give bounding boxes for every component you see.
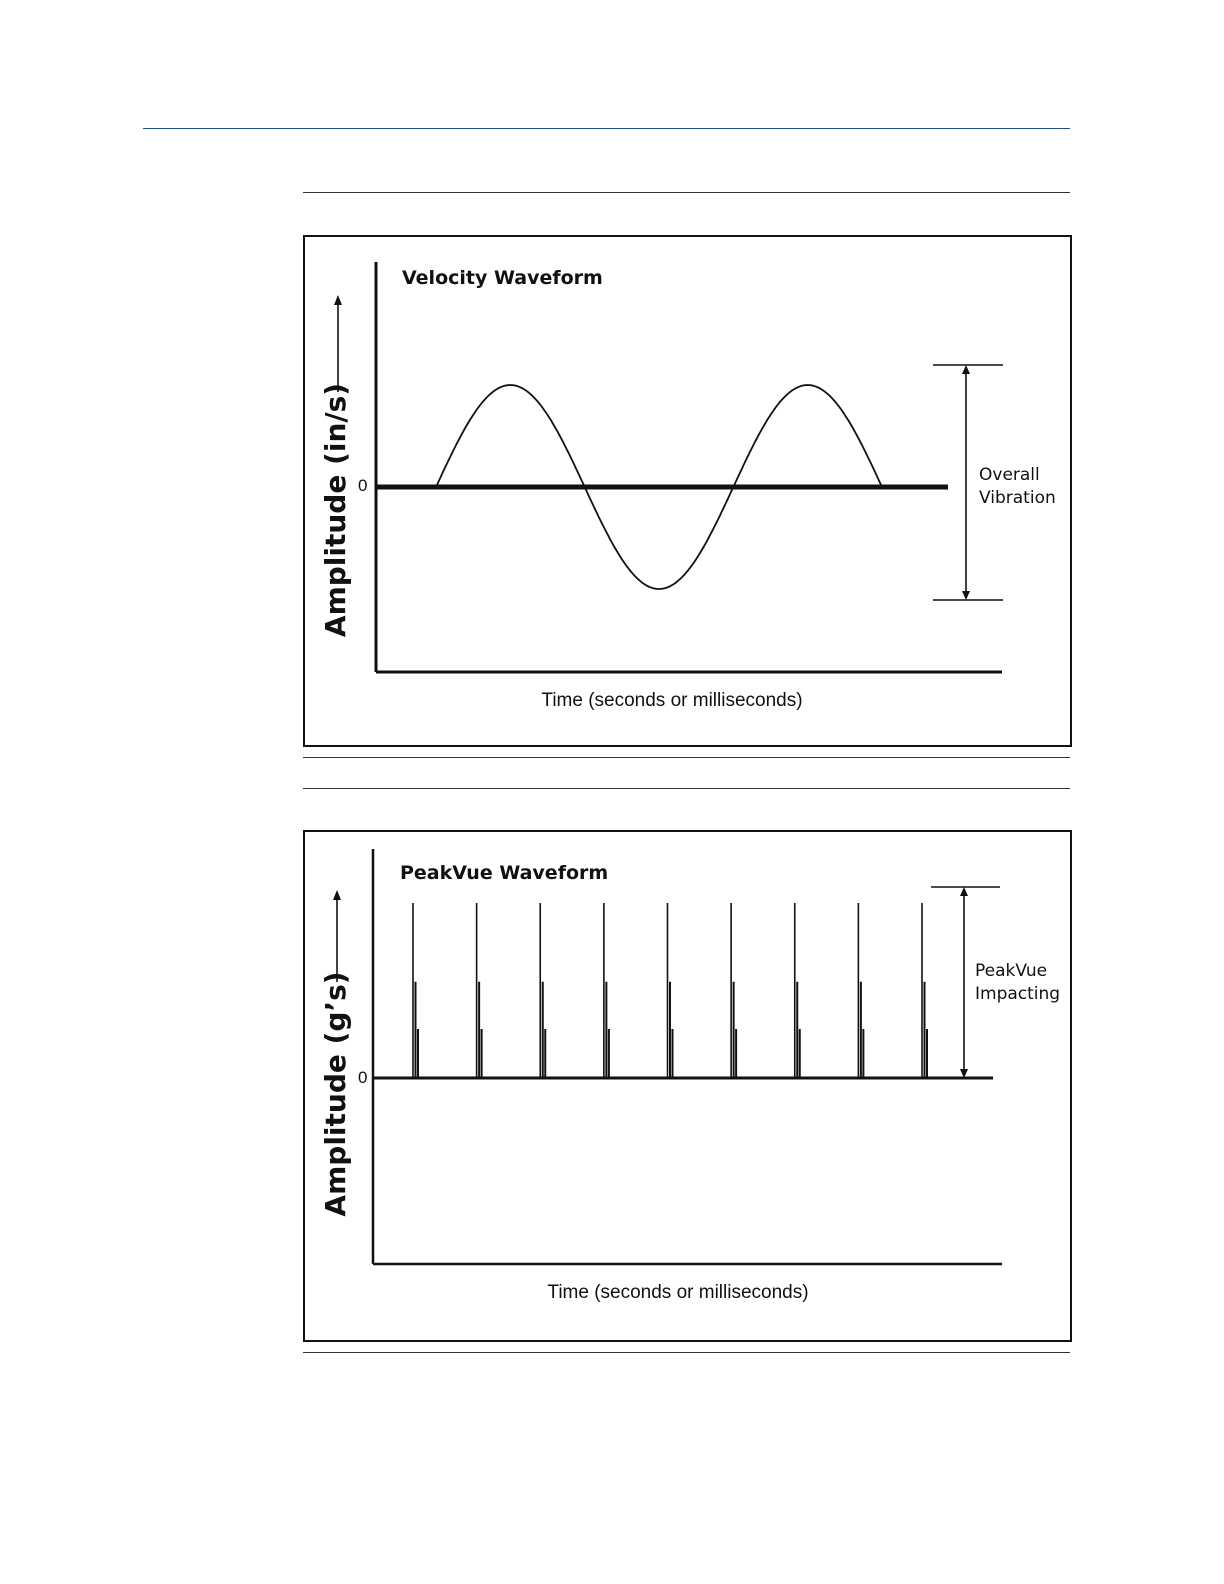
impact-spikes	[413, 903, 927, 1078]
peakvue-waveform-chart	[305, 832, 1070, 1340]
y-axis-label: Amplitude (g’s)	[319, 971, 352, 1217]
annotation-line-1: PeakVue	[975, 961, 1048, 981]
velocity-waveform-chart	[305, 237, 1070, 745]
figure-bottom-rule	[303, 1352, 1070, 1353]
y-tick-zero: 0	[358, 1068, 368, 1087]
chart-title: Velocity Waveform	[402, 267, 603, 289]
annotation-arrow-down	[962, 591, 970, 600]
annotation-line-2: Vibration	[979, 488, 1056, 508]
figure-bottom-rule	[303, 757, 1070, 758]
y-axis-label: Amplitude (in/s)	[319, 382, 352, 638]
chart-title: PeakVue Waveform	[400, 862, 609, 884]
x-axis-label: Time (seconds or milliseconds)	[547, 1282, 809, 1303]
annotation-line-1: Overall	[979, 465, 1040, 485]
annotation-arrow-up	[960, 887, 968, 896]
figure-top-rule	[303, 192, 1070, 193]
annotation-arrow-up	[962, 365, 970, 374]
peakvue-waveform-figure	[303, 830, 1072, 1342]
figure-top-rule	[303, 788, 1070, 789]
y-tick-zero: 0	[358, 476, 368, 495]
x-axis-label: Time (seconds or milliseconds)	[541, 690, 803, 711]
header-rule	[143, 128, 1070, 129]
y-label-arrowhead	[334, 295, 342, 305]
y-label-arrowhead	[333, 890, 341, 900]
velocity-waveform-figure	[303, 235, 1072, 747]
annotation-line-2: Impacting	[975, 984, 1061, 1004]
